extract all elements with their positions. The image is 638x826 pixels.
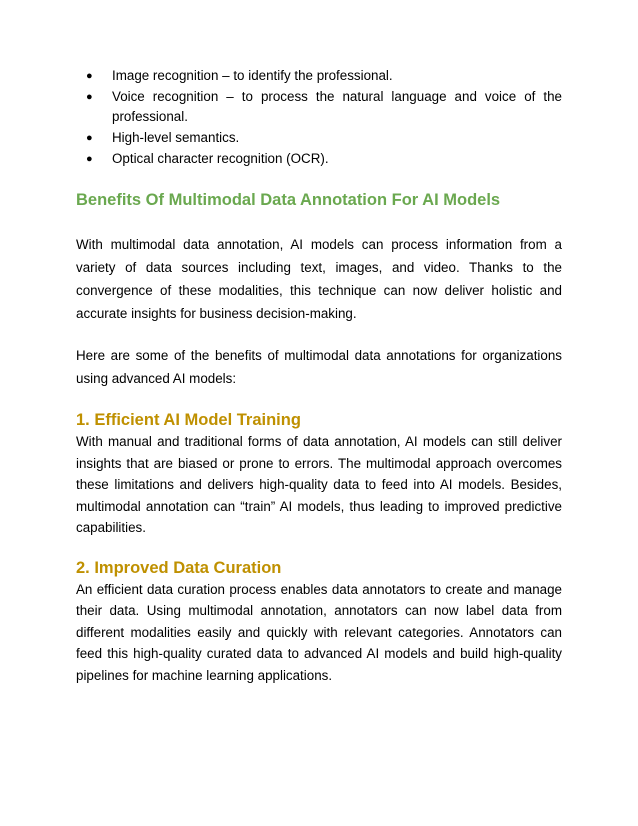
benefits-lead-paragraph: Here are some of the benefits of multimodal data annotations for organizations using advanced AI models: <box>76 348 562 386</box>
list-item-text: Voice recognition – to process the natural language and voice of the professional. <box>112 89 562 124</box>
list-item <box>76 149 562 169</box>
subsection-heading-model-training: 1. Efficient AI Model Training <box>76 411 301 429</box>
list-item-text: High-level semantics. <box>112 130 240 145</box>
list-item <box>76 66 562 86</box>
bullet-icon: ● <box>86 70 93 82</box>
bullet-icon: ● <box>86 132 93 144</box>
bullet-icon: ● <box>86 91 93 103</box>
list-item <box>76 87 562 127</box>
intro-paragraph: With multimodal data annotation, AI models can process information from a variety of data sources including text, images, and video. Thanks to the convergence of these modalities, this technique can now deliver holistic and accurate insights for business decision-making. <box>76 237 562 321</box>
bullet-list <box>76 66 562 169</box>
bullet-icon: ● <box>86 153 93 165</box>
page-content <box>76 66 562 704</box>
section-heading: Benefits Of Multimodal Data Annotation For AI Models <box>76 191 501 209</box>
list-item-text: Image recognition – to identify the professional. <box>112 68 393 83</box>
subsection-body-data-curation: An efficient data curation process enables data annotators to create and manage their data. Using multimodal annotation, annotators can now label data from different modalities easily and quickly with relevant categories. Annotators can feed this high-quality curated data to advanced AI models and build high-quality pipelines for machine learning applications. <box>76 581 562 683</box>
subsection-body-model-training: With manual and traditional forms of data annotation, AI models can still deliver insights that are biased or prone to errors. The multimodal approach overcomes these limitations and delivers high-quality data to feed into AI models. Besides, multimodal annotation can “train” AI models, thus leading to improved predictive capabilities. <box>76 434 562 535</box>
list-item <box>76 128 562 148</box>
list-item-text: Optical character recognition (OCR). <box>112 151 329 166</box>
subsection-heading-data-curation: 2. Improved Data Curation <box>76 558 282 577</box>
